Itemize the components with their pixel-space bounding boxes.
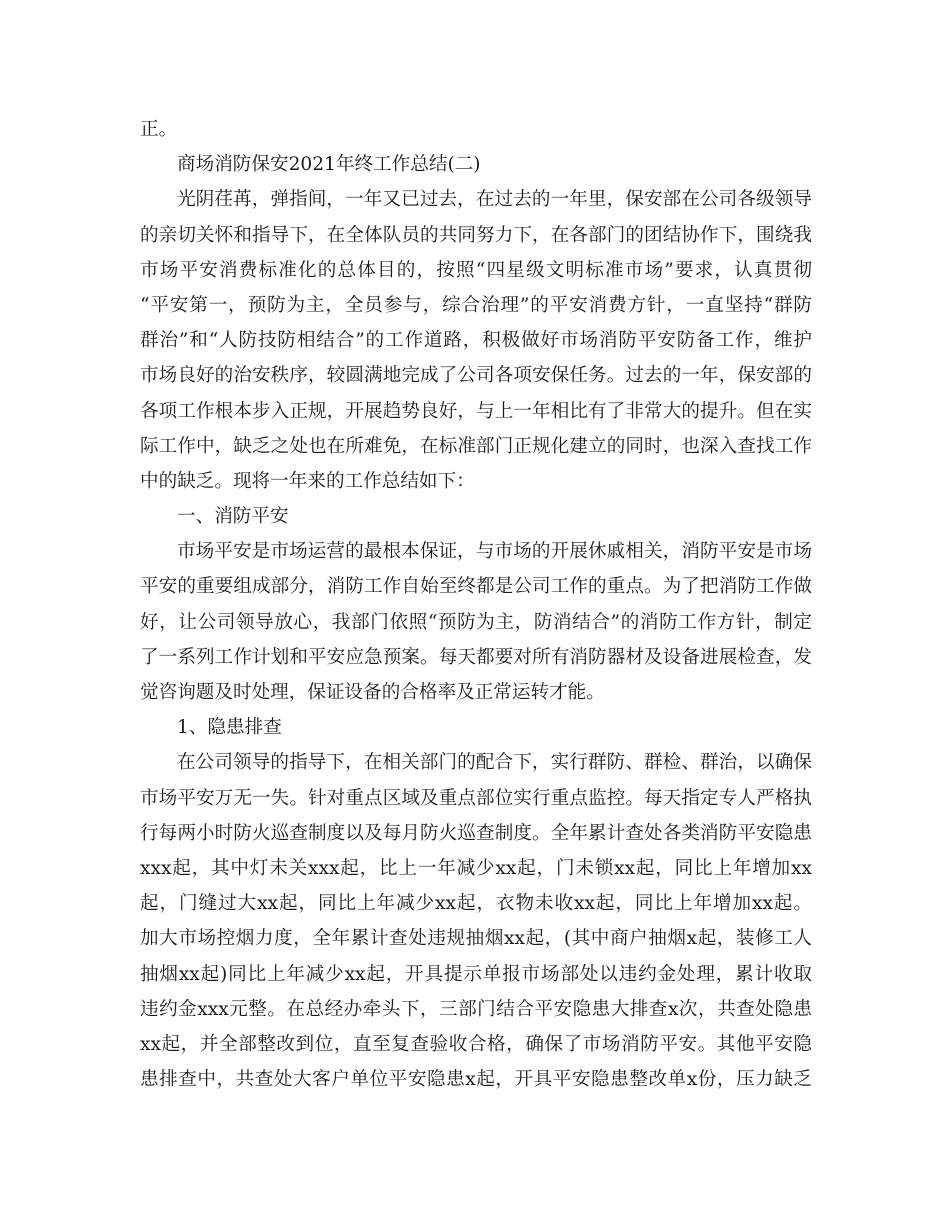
text-line: xxx起，其中灯未关xxx起，比上一年减少xx起，门未锁xx起，同比上年增加xx bbox=[140, 857, 812, 879]
text-line: 光阴荏苒，弹指间，一年又已过去，在过去的一年里，保安部在公司各级领导 bbox=[177, 189, 812, 211]
text-line: 正。 bbox=[140, 119, 178, 140]
text-line: 市场平安消费标准化的总体目的，按照“四星级文明标准市场”要求，认真贯彻 bbox=[140, 259, 812, 281]
text-line: 市场平安万无一失。针对重点区域及重点部位实行重点监控。每天指定专人严格执 bbox=[140, 787, 812, 809]
text-line: 了一系列工作计划和平安应急预案。每天都要对所有消防器材及设备进展检查，发 bbox=[140, 646, 812, 668]
text-line: 际工作中，缺乏之处也在所难免，在标准部门正规化建立的同时，也深入查找工作 bbox=[140, 435, 812, 457]
text-line: 的亲切关怀和指导下，在全体队员的共同努力下，在各部门的团结协作下，围绕我 bbox=[140, 224, 812, 246]
text-line: “平安第一，预防为主，全员参与，综合治理”的平安消费方针，一直坚持“群防 bbox=[140, 294, 812, 316]
text-line: 抽烟xx起)同比上年减少xx起，开具提示单报市场部处以违约金处理，累计收取 bbox=[140, 963, 812, 985]
text-line: 加大市场控烟力度，全年累计查处违规抽烟xx起，(其中商户抽烟x起，装修工人 bbox=[140, 928, 812, 950]
text-line: 行每两小时防火巡查制度以及每月防火巡查制度。全年累计查处各类消防平安隐患 bbox=[140, 822, 812, 844]
text-line: 市场平安是市场运营的最根本保证，与市场的开展休戚相关，消防平安是市场 bbox=[177, 541, 812, 563]
text-line: 中的缺乏。现将一年来的工作总结如下： bbox=[140, 470, 475, 492]
text-line: 在公司领导的指导下，在相关部门的配合下，实行群防、群检、群治，以确保 bbox=[177, 752, 812, 774]
text-line: 起，门缝过大xx起，同比上年减少xx起，衣物未收xx起，同比上年增加xx起。 bbox=[140, 893, 812, 915]
text-line: 觉咨询题及时处理，保证设备的合格率及正常运转才能。 bbox=[140, 682, 605, 703]
text-line: 市场良好的治安秩序，较圆满地完成了公司各项安保任务。过去的一年，保安部的 bbox=[140, 365, 812, 387]
text-line: 平安的重要组成部分，消防工作自始至终都是公司工作的重点。为了把消防工作做 bbox=[140, 576, 812, 598]
text-line: 患排查中，共查处大客户单位平安隐患x起，开具平安隐患整改单x份，压力缺乏 bbox=[140, 1069, 812, 1091]
text-line: 一、消防平安 bbox=[177, 506, 289, 528]
text-line: 违约金xxx元整。在总经办牵头下，三部门结合平安隐患大排查x次，共查处隐患 bbox=[140, 998, 812, 1020]
text-line: 各项工作根本步入正规，开展趋势良好，与上一年相比有了非常大的提升。但在实 bbox=[140, 400, 812, 422]
document-body bbox=[140, 112, 812, 1097]
text-line: xx起，并全部整改到位，直至复查验收合格，确保了市场消防平安。其他平安隐 bbox=[140, 1033, 812, 1055]
text-line: 1、隐患排查 bbox=[177, 717, 282, 739]
text-line: 好，让公司领导放心，我部门依照“预防为主，防消结合”的消防工作方针，制定 bbox=[140, 611, 812, 633]
text-line: 商场消防保安2021年终工作总结(二) bbox=[177, 154, 481, 176]
text-line: 群治”和“人防技防相结合”的工作道路，积极做好市场消防平安防备工作，维护 bbox=[140, 330, 812, 352]
